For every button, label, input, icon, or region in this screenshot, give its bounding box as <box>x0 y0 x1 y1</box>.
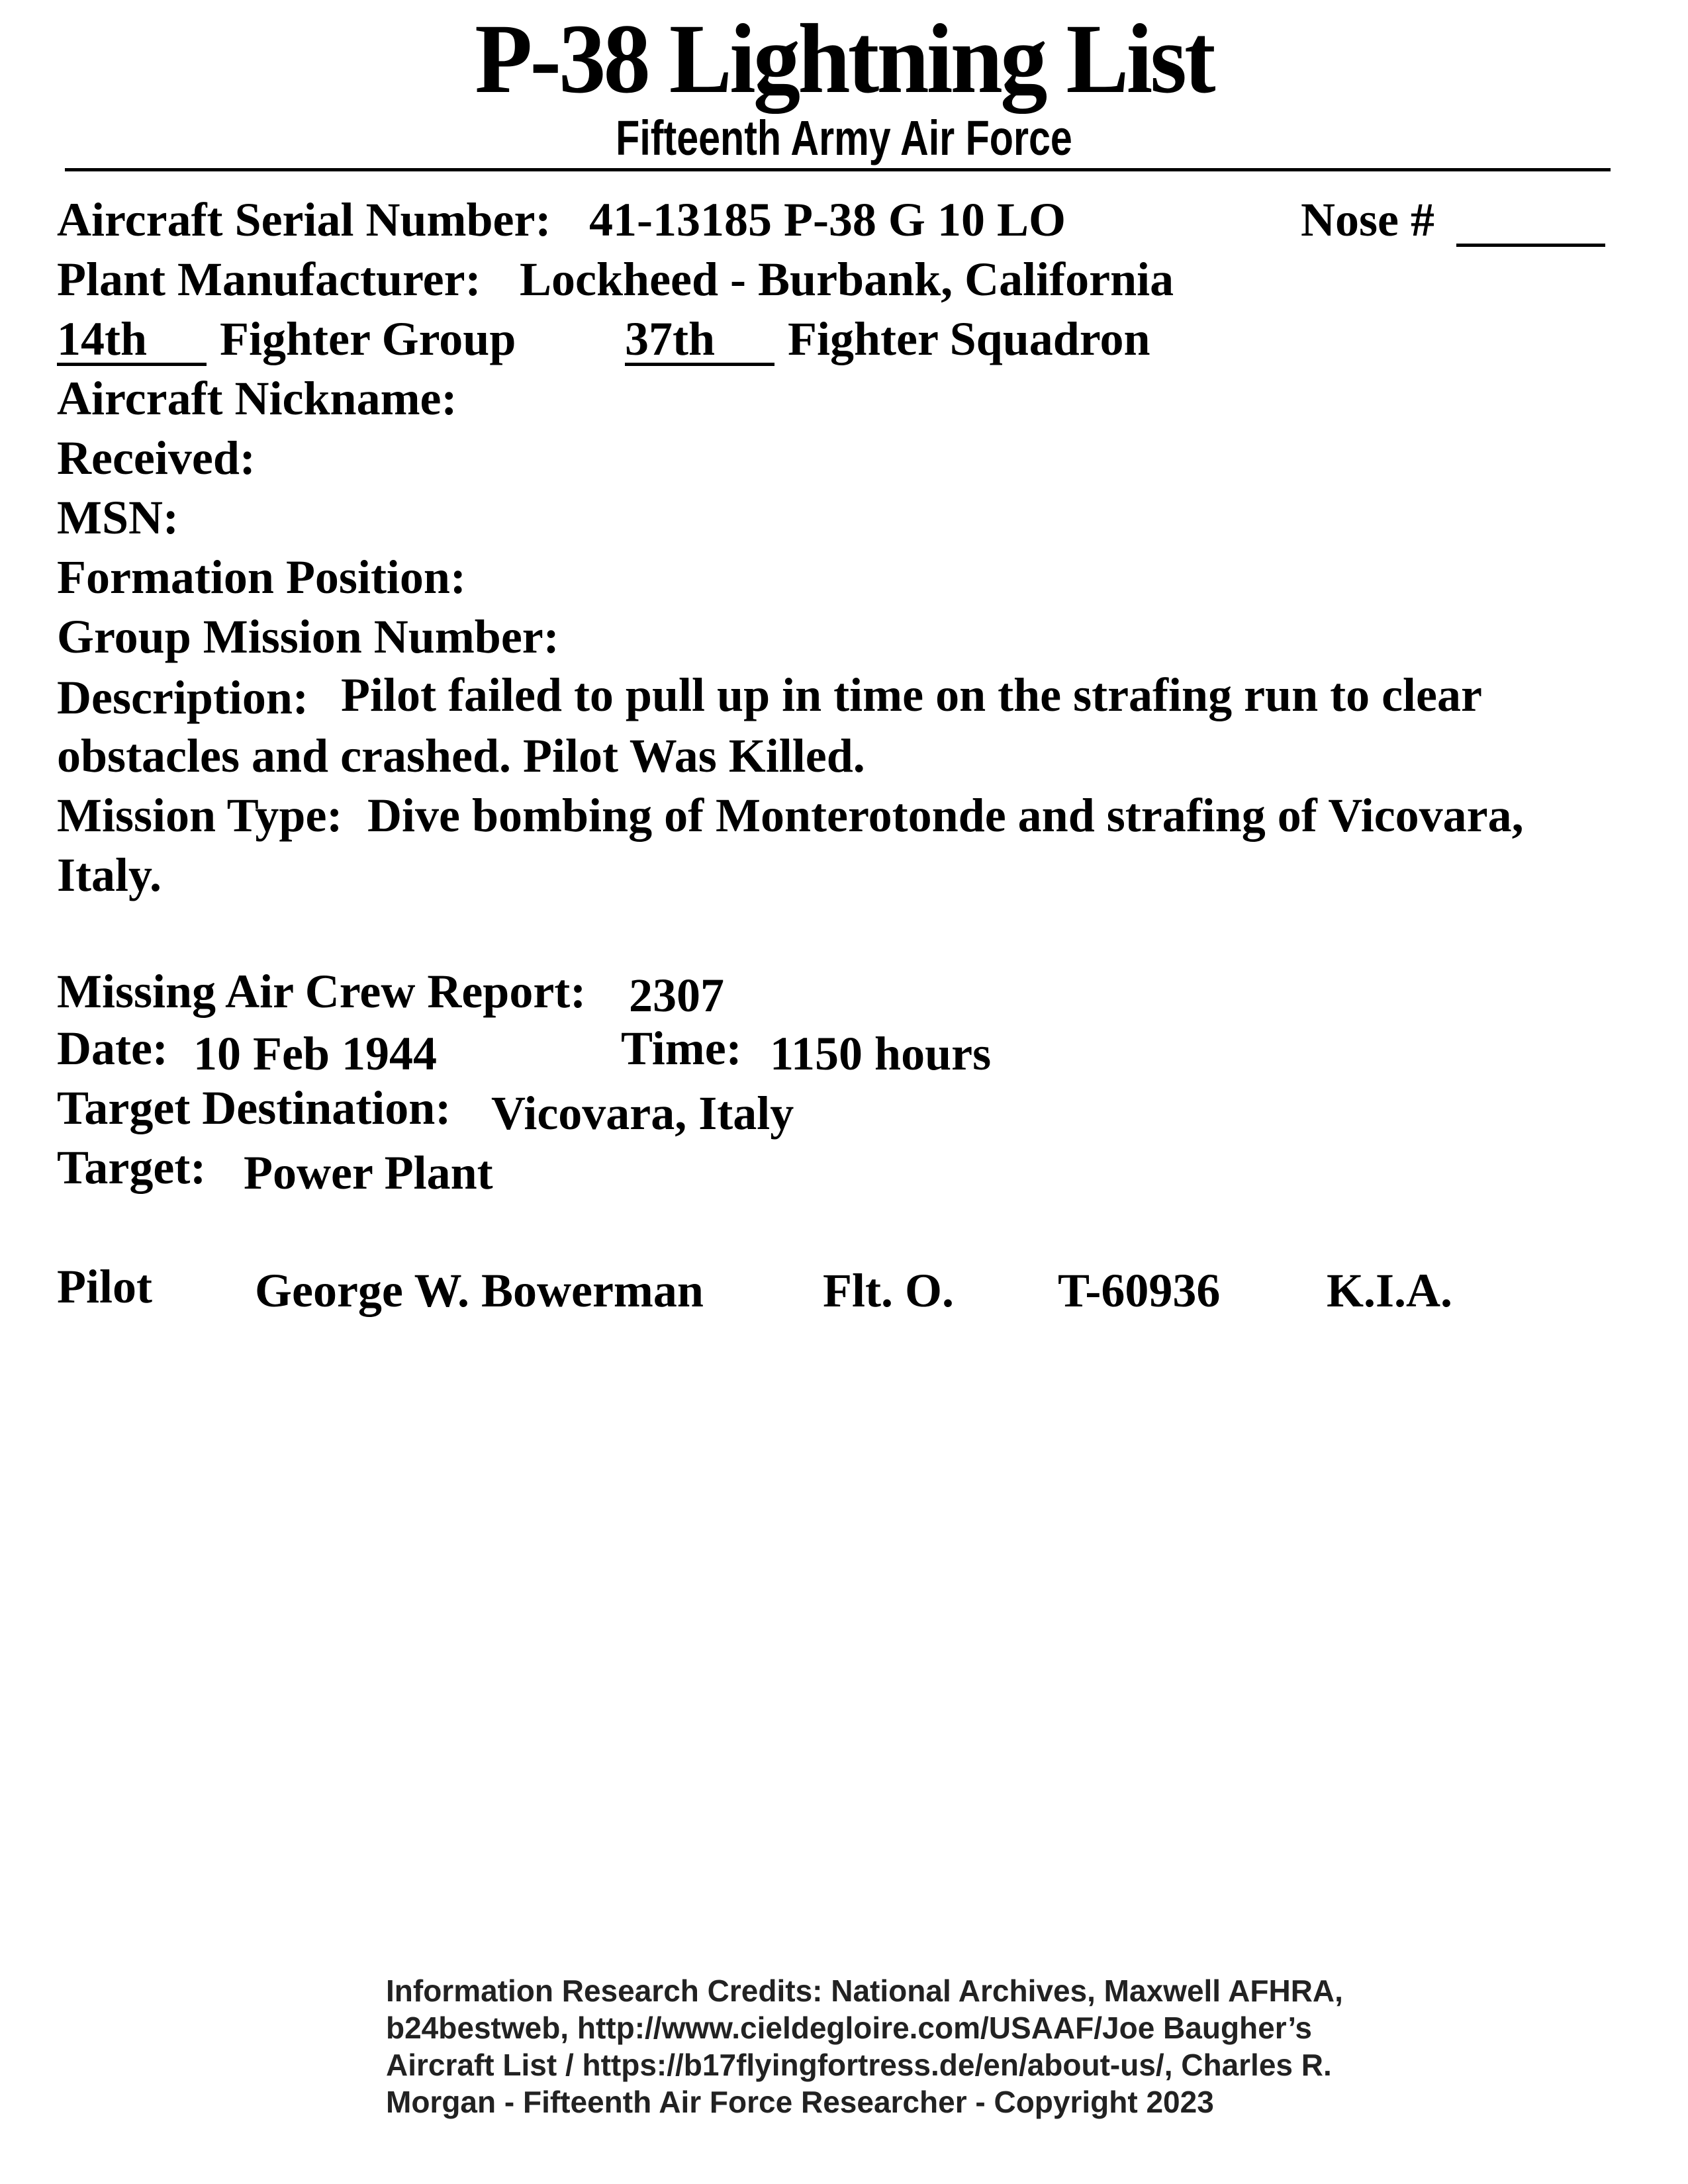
formation-label: Formation Position: <box>57 551 466 604</box>
squadron-blank <box>625 324 774 366</box>
page-subtitle: Fifteenth Army Air Force <box>616 111 1072 165</box>
macr-label: Missing Air Crew Report: <box>57 965 586 1018</box>
credits-block <box>386 1972 1343 2120</box>
msn-label: MSN: <box>57 491 179 544</box>
destination-value: Vicovara, Italy <box>491 1087 794 1140</box>
crew-name: George W. Bowerman <box>255 1264 704 1317</box>
serial-value: 41-13185 P-38 G 10 LO <box>589 193 1066 246</box>
group-mission-label: Group Mission Number: <box>57 610 559 663</box>
manufacturer-value: Lockheed - Burbank, California <box>520 253 1174 306</box>
group-label: Fighter Group <box>220 312 516 365</box>
group-blank <box>57 324 207 366</box>
crew-status: K.I.A. <box>1327 1264 1453 1317</box>
manufacturer-label: Plant Manufacturer: <box>57 253 481 306</box>
crew-serial: T-60936 <box>1058 1264 1221 1317</box>
group-value: 14th <box>57 312 148 365</box>
mission-type-line1: Dive bombing of Monterotonde and strafing of Vicovara, <box>367 789 1524 842</box>
nose-label: Nose # <box>1301 193 1434 246</box>
time-value: 1150 hours <box>770 1027 992 1080</box>
target-value: Power Plant <box>244 1146 493 1199</box>
destination-label: Target Destination: <box>57 1081 451 1134</box>
date-value: 10 Feb 1944 <box>193 1027 437 1080</box>
target-label: Target: <box>57 1141 207 1194</box>
credits-line1: Information Research Credits: National Archives, Maxwell AFHRA, <box>386 1974 1343 2008</box>
received-label: Received: <box>57 432 256 484</box>
credits-line4: Morgan - Fifteenth Air Force Researcher - Copyright 2023 <box>386 2085 1214 2119</box>
page-title: P-38 Lightning List <box>475 4 1213 114</box>
serial-label: Aircraft Serial Number: <box>57 193 551 246</box>
squadron-label: Fighter Squadron <box>788 312 1150 365</box>
credits-line3: Aircraft List / https://b17flyingfortress.de/en/about-us/, Charles R. <box>386 2048 1332 2082</box>
header-divider <box>65 168 1611 171</box>
crew-rank: Flt. O. <box>823 1264 954 1317</box>
nickname-label: Aircraft Nickname: <box>57 372 457 425</box>
nose-blank <box>1456 205 1605 247</box>
macr-value: 2307 <box>629 969 724 1022</box>
squadron-value: 37th <box>625 312 716 365</box>
credits-line2: b24bestweb, http://www.cieldegloire.com/USAAF/Joe Baugher’s <box>386 2011 1313 2045</box>
crew-role: Pilot <box>57 1260 152 1313</box>
time-label: Time: <box>621 1022 742 1075</box>
description-line2: obstacles and crashed. Pilot Was Killed. <box>57 729 865 782</box>
mission-type-label: Mission Type: <box>57 789 343 842</box>
date-label: Date: <box>57 1022 168 1075</box>
mission-type-line2: Italy. <box>57 848 162 901</box>
description-line1: Pilot failed to pull up in time on the strafing run to clear <box>341 668 1482 721</box>
description-label: Description: <box>57 671 308 724</box>
